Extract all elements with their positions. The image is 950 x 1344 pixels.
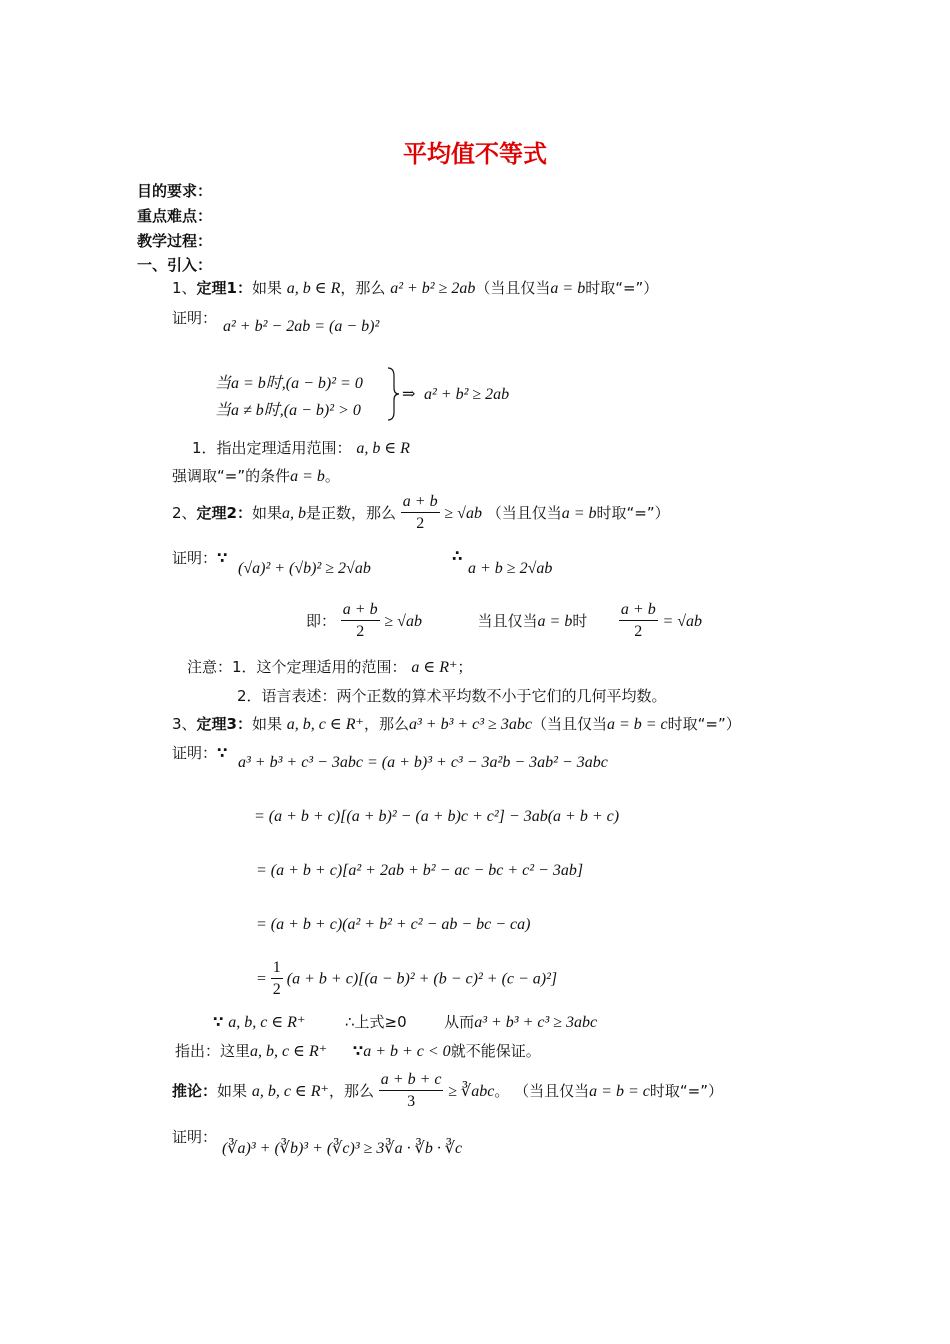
proof-2-label-text: 证明： <box>172 549 218 567</box>
theorem-1-then: ，那么 <box>340 279 386 297</box>
proof-3-result: a³ + b³ + c³ ≥ 3abc <box>474 1014 598 1031</box>
proof-3-line-5-eq: = <box>256 970 267 988</box>
proof-3-half-num: 1 <box>271 958 283 979</box>
corollary-frac-den: 3 <box>407 1093 416 1110</box>
right-brace-icon <box>386 366 400 422</box>
theorem-3-cond-close: 时取“=”） <box>667 715 741 733</box>
corollary-cond-open: （当且仅当 <box>514 1082 590 1100</box>
proof-3-line-1: a³ + b³ + c³ − 3abc = (a + b)³ + c³ − 3a²b − 3ab² − 3abc <box>238 754 608 771</box>
theorem-1-if: 如果 <box>251 279 282 297</box>
theorem-2 <box>172 492 670 535</box>
proof-3-remark-cond: a + b + c < 0 <box>363 1043 451 1060</box>
because-icon: ∵ <box>352 1042 364 1060</box>
corollary <box>172 1070 723 1113</box>
theorem-3-if: 如果 <box>251 715 282 733</box>
proof-2-only-if: 当且仅当 <box>477 612 538 630</box>
proof-1-case-2: 当a ≠ b时,(a − b)² > 0 <box>215 402 361 419</box>
proof-3-line-3: = (a + b + c)[a² + 2ab + b² − ac − bc + c² − 3ab] <box>256 862 584 879</box>
theorem-3-then: ，那么 <box>363 715 409 733</box>
proof-3-label <box>172 742 227 763</box>
proof-3-remark <box>175 1040 541 1061</box>
corollary-rhs: ≥ ∛abc <box>448 1083 495 1100</box>
note-2-point-1: 1．这个定理适用的范围： <box>232 658 407 676</box>
theorem-3 <box>172 713 741 734</box>
theorem-2-vars: a, b <box>282 505 306 522</box>
theorem-2-positive: 是正数，那么 <box>306 504 397 522</box>
proof-3-line-5 <box>256 958 557 1001</box>
theorem-3-domain: a, b, c ∈ R⁺ <box>286 716 364 733</box>
theorem-1-cond-eq: a = b <box>550 280 586 297</box>
proof-3-label-text: 证明： <box>172 744 218 762</box>
corollary-name: 推论： <box>172 1082 218 1100</box>
proof-3-line-2: = (a + b + c)[(a + b)² − (a + b)c + c²] − 3ab(a + b + c) <box>254 808 620 825</box>
proof-3-domain: a, b, c ∈ R⁺ <box>228 1014 306 1031</box>
proof-1-case-1: 当a = b时,(a − b)² = 0 <box>215 375 363 392</box>
note-2-point-2: 2．语言表述：两个正数的算术平均数不小于它们的几何平均数。 <box>237 687 667 705</box>
corollary-cond-eq: a = b = c <box>589 1083 650 1100</box>
proof-2-eq-1: (√a)² + (√b)² ≥ 2√ab <box>238 560 371 577</box>
heading-intro: 一、引入： <box>137 256 213 274</box>
proof-2-cond-eq: a = b <box>537 613 573 630</box>
proof-2-when: 时 <box>572 612 588 630</box>
proof-2-frac-den-1: 2 <box>356 623 365 640</box>
theorem-2-name: 定理2： <box>196 504 252 522</box>
note-1-dot: 。 <box>324 467 340 485</box>
theorem-2-if: 如果 <box>251 504 282 522</box>
corollary-domain: a, b, c ∈ R⁺ <box>251 1083 329 1100</box>
theorem-2-cond-close: 时取“=”） <box>596 504 670 522</box>
theorem-2-num: 2、 <box>172 504 197 522</box>
heading-process: 教学过程： <box>137 232 213 250</box>
note-2-semicolon: ； <box>457 658 473 676</box>
note-1-range: a, b ∈ R <box>356 440 410 457</box>
proof-3-remark-domain: a, b, c ∈ R⁺ <box>250 1043 328 1060</box>
theorem-1-inequality: a² + b² ≥ 2ab <box>390 280 476 297</box>
theorem-2-frac-num: a + b <box>401 492 440 513</box>
because-icon: ∵ <box>217 744 228 762</box>
note-2-range: a ∈ R⁺ <box>411 659 458 676</box>
proof-2-frac-num-1: a + b <box>341 600 380 621</box>
theorem-2-cond-eq: a = b <box>561 505 597 522</box>
proof-3-remark-label: 指出：这里 <box>175 1042 251 1060</box>
theorem-3-num: 3、 <box>172 715 197 733</box>
proof-3-therefore: ∴上式≥0 <box>344 1013 407 1031</box>
proof-1-result: a² + b² ≥ 2ab <box>424 386 510 403</box>
proof-2-rhs-2: = √ab <box>662 613 703 630</box>
note-1-emphasis-eq: a = b <box>290 468 325 485</box>
corollary-then: ，那么 <box>328 1082 374 1100</box>
because-icon: ∵ <box>213 1013 224 1031</box>
proof-3-line-4: = (a + b + c)(a² + b² + c² − ab − bc − ca) <box>256 916 531 933</box>
corollary-frac-num: a + b + c <box>379 1070 444 1091</box>
theorem-1-name: 定理1： <box>196 279 252 297</box>
proof-4-eq: (∛a)³ + (∛b)³ + (∛c)³ ≥ 3∛a · ∛b · ∛c <box>222 1140 463 1157</box>
theorem-1-domain: a, b ∈ R <box>286 280 341 297</box>
note-2-label: 注意： <box>187 658 233 676</box>
proof-3-remark-end: 就不能保证。 <box>450 1042 541 1060</box>
proof-3-half-den: 2 <box>272 981 281 998</box>
page-title: 平均值不等式 <box>403 140 547 168</box>
proof-3-conclusion <box>213 1011 597 1032</box>
theorem-1-cond-close: 时取“=”） <box>585 279 659 297</box>
proof-3-half <box>271 958 283 1001</box>
proof-2-ie: 即： <box>306 612 337 630</box>
corollary-dot: 。 <box>494 1082 510 1100</box>
theorem-1-num: 1、 <box>172 279 197 297</box>
theorem-3-inequality: a³ + b³ + c³ ≥ 3abc <box>408 716 532 733</box>
theorem-2-frac-den: 2 <box>416 515 425 532</box>
proof-2-frac-den-2: 2 <box>634 623 643 640</box>
proof-2-frac-num-2: a + b <box>619 600 658 621</box>
proof-3-thus: 从而 <box>444 1013 475 1031</box>
because-icon: ∵ <box>217 549 228 567</box>
theorem-1-cond-open: （当且仅当 <box>475 279 551 297</box>
proof-2-eq-2: a + b ≥ 2√ab <box>468 560 553 577</box>
corollary-if: 如果 <box>217 1082 248 1100</box>
proof-2-fraction-2 <box>619 600 658 643</box>
note-1-point <box>192 437 410 458</box>
corollary-fraction <box>379 1070 444 1113</box>
note-1-emphasis-text: 强调取“=”的条件 <box>172 467 291 485</box>
heading-objectives: 目的要求： <box>137 182 213 200</box>
note-1-text: 1．指出定理适用范围： <box>192 439 352 457</box>
note-1-emphasis <box>172 465 340 486</box>
proof-1-line-1: a² + b² − 2ab = (a − b)² <box>223 318 380 335</box>
proof-2-rhs-1: ≥ √ab <box>384 613 422 630</box>
theorem-3-cond-eq: a = b = c <box>606 716 668 733</box>
proof-2-conclusion <box>306 600 702 643</box>
note-2-line-1 <box>187 656 472 677</box>
theorem-1 <box>172 277 658 298</box>
theorem-2-cond-open: （当且仅当 <box>486 504 562 522</box>
corollary-cond-close: 时取“=”） <box>649 1082 723 1100</box>
theorem-2-fraction <box>401 492 440 535</box>
proof-3-line-5-rest: (a + b + c)[(a − b)² + (b − c)² + (c − a)²] <box>286 970 558 988</box>
proof-1-implies: ⇒ <box>402 386 416 403</box>
proof-2-label <box>172 547 227 568</box>
proof-1-label: 证明： <box>172 309 218 327</box>
theorem-3-name: 定理3： <box>196 715 252 733</box>
theorem-2-rhs: ≥ √ab <box>444 505 482 522</box>
proof-4-label: 证明： <box>172 1128 218 1146</box>
theorem-3-cond-open: （当且仅当 <box>531 715 607 733</box>
therefore-icon: ∴ <box>452 547 463 565</box>
heading-key-points: 重点难点： <box>137 207 213 225</box>
proof-2-fraction-1 <box>341 600 380 643</box>
